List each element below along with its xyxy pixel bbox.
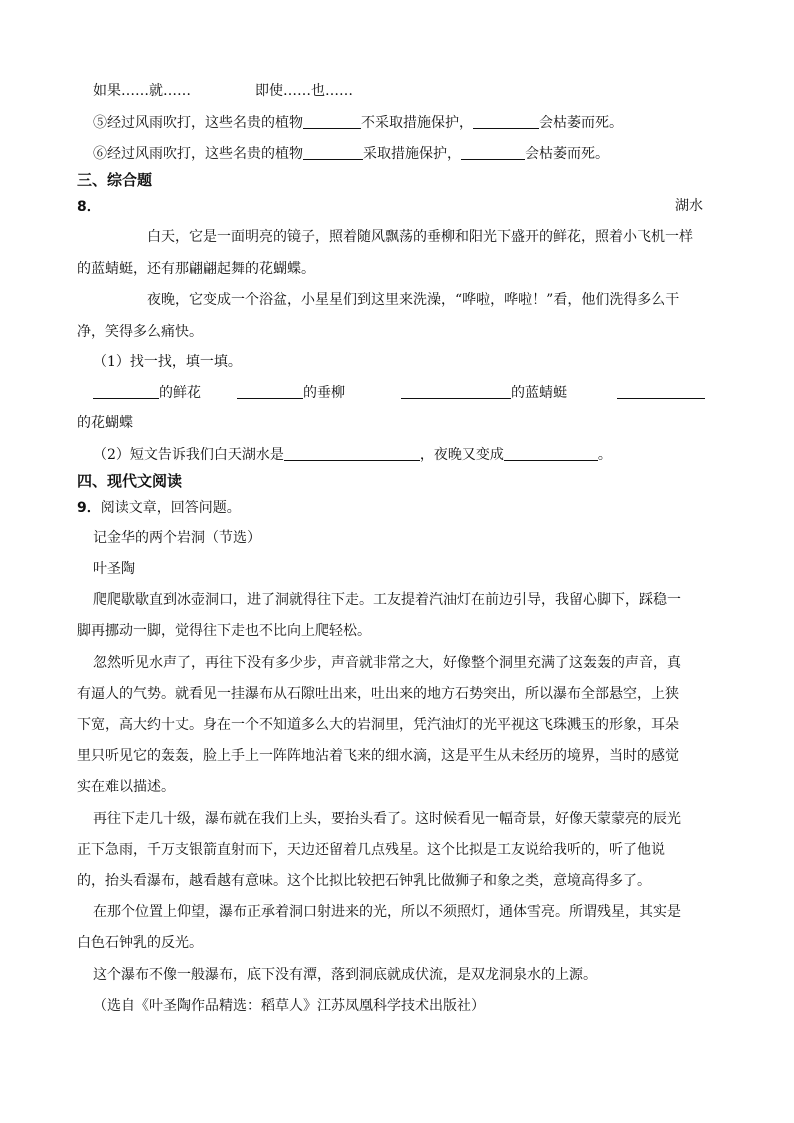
answer-blank[interactable]	[461, 145, 525, 160]
sentence-5: ⑤经过风雨吹打，这些名贵的植物 不采取措施保护， 会枯萎而死。	[93, 115, 623, 131]
article-line: 下宽，高大约十丈。身在一个不知道多么大的岩洞里，凭汽油灯的光平视这飞珠溅玉的形象，耳朵	[77, 717, 679, 733]
article-line: 这个瀑布不像一般瀑布，底下没有潭，落到洞底就成伏流，是双龙洞泉水的上源。	[93, 967, 597, 983]
article-line: 在那个位置上仰望，瀑布正承着洞口射进来的光，所以不须照灯，通体雪亮。所谓残星，其实是	[93, 904, 681, 920]
answer-blank[interactable]	[237, 384, 303, 399]
passage-paragraph: 白天，它是一面明亮的镜子，照着随风飘荡的垂柳和阳光下盛开的鲜花，照着小飞机一样	[147, 229, 693, 245]
fill-in-row-continued: 的花蝴蝶	[77, 415, 133, 431]
article-author: 叶圣陶	[93, 561, 135, 577]
fill-in-row: 的鲜花 的垂柳 的蓝蜻蜓	[93, 383, 705, 403]
article-line: 里只听见它的轰轰，脸上手上一阵阵地沾着飞来的细水滴，这是平生从未经历的境界，当时的感觉	[77, 748, 679, 764]
passage-paragraph: 的蓝蜻蜓，还有那翩翩起舞的花蝴蝶。	[77, 261, 315, 277]
pair-1: 如果……就……	[93, 83, 191, 99]
article-line: 爬爬歇歇直到冰壶洞口，进了洞就得往下走。工友提着汽油灯在前边引导，我留心脚下，踩稳一	[93, 592, 681, 608]
sentence-6: ⑥经过风雨吹打，这些名贵的植物 采取措施保护， 会枯萎而死。	[93, 146, 609, 162]
article-line: 实在难以描述。	[77, 779, 175, 795]
question-9: 9．阅读文章，回答问题。	[77, 500, 241, 516]
answer-blank[interactable]	[284, 446, 420, 461]
answer-blank[interactable]	[504, 446, 598, 461]
answer-blank[interactable]	[303, 114, 361, 129]
question-8-number: 8．	[77, 199, 101, 215]
article-line: 再往下走几十级，瀑布就在我们上头，要抬头看了。这时候看见一幅奇景，好像天蒙蒙亮的辰光	[93, 811, 681, 827]
subquestion-2: （2）短文告诉我们白天湖水是 ，夜晚又变成 。	[93, 447, 612, 463]
passage-title: 湖水	[675, 198, 703, 214]
article-source: （选自《叶圣陶作品精选：稻草人》江苏凤凰科学技术出版社）	[93, 998, 485, 1014]
passage-paragraph: 净，笑得多么痛快。	[77, 324, 203, 340]
article-line: 脚再挪动一脚，觉得往下走也不比向上爬轻松。	[77, 623, 371, 639]
passage-paragraph: 夜晚，它变成一个浴盆，小星星们到这里来洗澡，“哗啦，哗啦！”看，他们洗得多么干	[147, 292, 680, 308]
article-title: 记金华的两个岩洞（节选）	[93, 530, 261, 546]
article-line: 正下急雨，千万支银箭直射而下，天边还留着几点残星。这个比拟是工友说给我听的，听了他说	[77, 842, 665, 858]
section-3-heading: 三、综合题	[77, 171, 153, 189]
answer-blank[interactable]	[303, 145, 363, 160]
section-4-heading: 四、现代文阅读	[77, 472, 183, 490]
answer-blank[interactable]	[617, 384, 705, 399]
answer-blank[interactable]	[93, 384, 159, 399]
answer-blank[interactable]	[473, 114, 539, 129]
article-line: 有逼人的气势。就看见一挂瀑布从石隙吐出来，吐出来的地方石势突出，所以瀑布全部悬空，上狭	[77, 686, 679, 702]
connector-pairs	[93, 81, 353, 101]
subquestion-1: （1）找一找，填一填。	[93, 354, 242, 370]
article-line: 白色石钟乳的反光。	[77, 935, 203, 951]
pair-2: 即使……也……	[255, 83, 353, 99]
answer-blank[interactable]	[401, 384, 511, 399]
article-line: 的，抬头看瀑布，越看越有意味。这个比拟比较把石钟乳比做狮子和象之类，意境高得多了。	[77, 873, 651, 889]
article-line: 忽然听见水声了，再往下没有多少步，声音就非常之大，好像整个洞里充满了这轰轰的声音，真	[93, 655, 681, 671]
